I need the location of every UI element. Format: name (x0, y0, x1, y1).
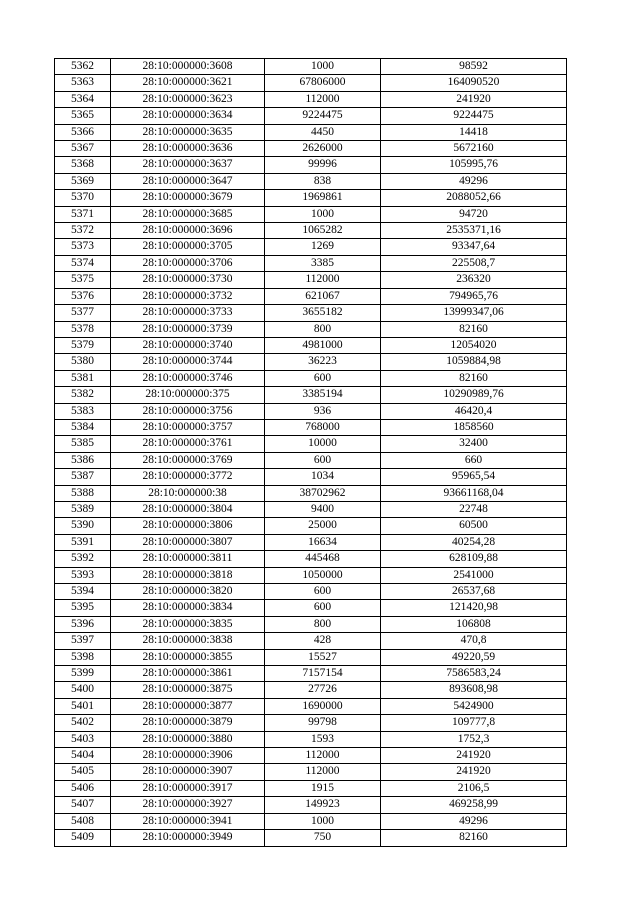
value-cell: 32400 (381, 436, 567, 452)
area-cell: 99996 (265, 157, 381, 173)
value-cell: 225508,7 (381, 255, 567, 271)
value-cell: 1752,3 (381, 731, 567, 747)
value-cell: 5424900 (381, 698, 567, 714)
area-cell: 112000 (265, 272, 381, 288)
value-cell: 95965,54 (381, 469, 567, 485)
table-row (55, 206, 567, 222)
value-cell: 164090520 (381, 75, 567, 91)
area-cell: 600 (265, 370, 381, 386)
cadastral-number-cell: 28:10:000000:3917 (111, 780, 265, 796)
cadastral-number-cell: 28:10:000000:3879 (111, 715, 265, 731)
table-row (55, 255, 567, 271)
row-number-cell: 5406 (55, 780, 111, 796)
cadastral-number-cell: 28:10:000000:3732 (111, 288, 265, 304)
area-cell: 1050000 (265, 567, 381, 583)
value-cell: 13999347,06 (381, 305, 567, 321)
cadastral-number-cell: 28:10:000000:3761 (111, 436, 265, 452)
area-cell: 750 (265, 830, 381, 846)
value-cell: 14418 (381, 124, 567, 140)
row-number-cell: 5385 (55, 436, 111, 452)
table-row (55, 108, 567, 124)
area-cell: 1690000 (265, 698, 381, 714)
row-number-cell: 5399 (55, 666, 111, 682)
table-row (55, 633, 567, 649)
row-number-cell: 5397 (55, 633, 111, 649)
value-cell: 93347,64 (381, 239, 567, 255)
cadastral-number-cell: 28:10:000000:3706 (111, 255, 265, 271)
cadastral-number-cell: 28:10:000000:3811 (111, 551, 265, 567)
table-row (55, 551, 567, 567)
table-row (55, 518, 567, 534)
cadastral-number-cell: 28:10:000000:3834 (111, 600, 265, 616)
table-row (55, 748, 567, 764)
cadastral-number-cell: 28:10:000000:3744 (111, 354, 265, 370)
cadastral-number-cell: 28:10:000000:3647 (111, 173, 265, 189)
cadastral-number-cell: 28:10:000000:3739 (111, 321, 265, 337)
cadastral-number-cell: 28:10:000000:3880 (111, 731, 265, 747)
table-row (55, 830, 567, 846)
cadastral-number-cell: 28:10:000000:3804 (111, 501, 265, 517)
cadastral-number-cell: 28:10:000000:3906 (111, 748, 265, 764)
row-number-cell: 5407 (55, 797, 111, 813)
table-row (55, 288, 567, 304)
table-row (55, 272, 567, 288)
value-cell: 49296 (381, 173, 567, 189)
row-number-cell: 5396 (55, 616, 111, 632)
value-cell: 2535371,16 (381, 223, 567, 239)
cadastral-number-cell: 28:10:000000:3685 (111, 206, 265, 222)
table-row (55, 387, 567, 403)
cadastral-number-cell: 28:10:000000:3621 (111, 75, 265, 91)
area-cell: 67806000 (265, 75, 381, 91)
table-row (55, 534, 567, 550)
area-cell: 4450 (265, 124, 381, 140)
cadastral-number-cell: 28:10:000000:3835 (111, 616, 265, 632)
area-cell: 4981000 (265, 337, 381, 353)
area-cell: 838 (265, 173, 381, 189)
cadastral-number-cell: 28:10:000000:3756 (111, 403, 265, 419)
area-cell: 1969861 (265, 190, 381, 206)
value-cell: 1059884,98 (381, 354, 567, 370)
area-cell: 428 (265, 633, 381, 649)
area-cell: 1034 (265, 469, 381, 485)
area-cell: 27726 (265, 682, 381, 698)
area-cell: 112000 (265, 748, 381, 764)
value-cell: 49296 (381, 813, 567, 829)
value-cell: 82160 (381, 830, 567, 846)
value-cell: 10290989,76 (381, 387, 567, 403)
row-number-cell: 5409 (55, 830, 111, 846)
cadastral-number-cell: 28:10:000000:3636 (111, 141, 265, 157)
value-cell: 40254,28 (381, 534, 567, 550)
row-number-cell: 5378 (55, 321, 111, 337)
table-row (55, 173, 567, 189)
table-row (55, 649, 567, 665)
cadastral-number-cell: 28:10:000000:3634 (111, 108, 265, 124)
value-cell: 7586583,24 (381, 666, 567, 682)
area-cell: 1000 (265, 813, 381, 829)
row-number-cell: 5408 (55, 813, 111, 829)
value-cell: 106808 (381, 616, 567, 632)
row-number-cell: 5379 (55, 337, 111, 353)
cadastral-number-cell: 28:10:000000:38 (111, 485, 265, 501)
cadastral-number-cell: 28:10:000000:3696 (111, 223, 265, 239)
area-cell: 99798 (265, 715, 381, 731)
area-cell: 9400 (265, 501, 381, 517)
row-number-cell: 5372 (55, 223, 111, 239)
area-cell: 3385194 (265, 387, 381, 403)
table-row (55, 75, 567, 91)
value-cell: 12054020 (381, 337, 567, 353)
value-cell: 121420,98 (381, 600, 567, 616)
table-row (55, 354, 567, 370)
cadastral-number-cell: 28:10:000000:3949 (111, 830, 265, 846)
row-number-cell: 5381 (55, 370, 111, 386)
table-row (55, 321, 567, 337)
row-number-cell: 5390 (55, 518, 111, 534)
row-number-cell: 5402 (55, 715, 111, 731)
data-table (54, 58, 567, 847)
table-row (55, 666, 567, 682)
table-row (55, 370, 567, 386)
area-cell: 936 (265, 403, 381, 419)
value-cell: 660 (381, 452, 567, 468)
row-number-cell: 5403 (55, 731, 111, 747)
cadastral-number-cell: 28:10:000000:3637 (111, 157, 265, 173)
cadastral-number-cell: 28:10:000000:3772 (111, 469, 265, 485)
row-number-cell: 5363 (55, 75, 111, 91)
table-row (55, 780, 567, 796)
table-row (55, 616, 567, 632)
row-number-cell: 5393 (55, 567, 111, 583)
area-cell: 38702962 (265, 485, 381, 501)
area-cell: 3385 (265, 255, 381, 271)
area-cell: 149923 (265, 797, 381, 813)
row-number-cell: 5367 (55, 141, 111, 157)
area-cell: 800 (265, 321, 381, 337)
table-row (55, 813, 567, 829)
row-number-cell: 5404 (55, 748, 111, 764)
table-row (55, 59, 567, 75)
area-cell: 1269 (265, 239, 381, 255)
row-number-cell: 5364 (55, 91, 111, 107)
cadastral-number-cell: 28:10:000000:3740 (111, 337, 265, 353)
area-cell: 112000 (265, 91, 381, 107)
row-number-cell: 5388 (55, 485, 111, 501)
row-number-cell: 5371 (55, 206, 111, 222)
cadastral-number-cell: 28:10:000000:3875 (111, 682, 265, 698)
table-row (55, 141, 567, 157)
value-cell: 2106,5 (381, 780, 567, 796)
area-cell: 7157154 (265, 666, 381, 682)
row-number-cell: 5383 (55, 403, 111, 419)
row-number-cell: 5382 (55, 387, 111, 403)
area-cell: 1593 (265, 731, 381, 747)
row-number-cell: 5365 (55, 108, 111, 124)
area-cell: 600 (265, 600, 381, 616)
table-row (55, 469, 567, 485)
row-number-cell: 5395 (55, 600, 111, 616)
area-cell: 15527 (265, 649, 381, 665)
row-number-cell: 5369 (55, 173, 111, 189)
row-number-cell: 5373 (55, 239, 111, 255)
area-cell: 445468 (265, 551, 381, 567)
value-cell: 794965,76 (381, 288, 567, 304)
row-number-cell: 5394 (55, 584, 111, 600)
cadastral-number-cell: 28:10:000000:3855 (111, 649, 265, 665)
cadastral-number-cell: 28:10:000000:3861 (111, 666, 265, 682)
table-row (55, 452, 567, 468)
cadastral-number-cell: 28:10:000000:3733 (111, 305, 265, 321)
row-number-cell: 5362 (55, 59, 111, 75)
row-number-cell: 5389 (55, 501, 111, 517)
cadastral-number-cell: 28:10:000000:3820 (111, 584, 265, 600)
row-number-cell: 5368 (55, 157, 111, 173)
value-cell: 98592 (381, 59, 567, 75)
table-row (55, 223, 567, 239)
value-cell: 60500 (381, 518, 567, 534)
table-row (55, 715, 567, 731)
value-cell: 9224475 (381, 108, 567, 124)
cadastral-number-cell: 28:10:000000:3635 (111, 124, 265, 140)
row-number-cell: 5398 (55, 649, 111, 665)
cadastral-number-cell: 28:10:000000:3927 (111, 797, 265, 813)
cadastral-number-cell: 28:10:000000:3623 (111, 91, 265, 107)
table-row (55, 764, 567, 780)
cadastral-number-cell: 28:10:000000:3757 (111, 419, 265, 435)
area-cell: 600 (265, 584, 381, 600)
row-number-cell: 5405 (55, 764, 111, 780)
area-cell: 16634 (265, 534, 381, 550)
value-cell: 2088052,66 (381, 190, 567, 206)
value-cell: 5672160 (381, 141, 567, 157)
table-row (55, 600, 567, 616)
cadastral-number-cell: 28:10:000000:3806 (111, 518, 265, 534)
value-cell: 241920 (381, 764, 567, 780)
row-number-cell: 5391 (55, 534, 111, 550)
value-cell: 893608,98 (381, 682, 567, 698)
value-cell: 105995,76 (381, 157, 567, 173)
cadastral-number-cell: 28:10:000000:3807 (111, 534, 265, 550)
value-cell: 628109,88 (381, 551, 567, 567)
cadastral-number-cell: 28:10:000000:3818 (111, 567, 265, 583)
value-cell: 1858560 (381, 419, 567, 435)
table-row (55, 797, 567, 813)
row-number-cell: 5392 (55, 551, 111, 567)
cadastral-number-cell: 28:10:000000:3679 (111, 190, 265, 206)
area-cell: 9224475 (265, 108, 381, 124)
table-row (55, 731, 567, 747)
value-cell: 469258,99 (381, 797, 567, 813)
row-number-cell: 5387 (55, 469, 111, 485)
table-row (55, 91, 567, 107)
value-cell: 22748 (381, 501, 567, 517)
value-cell: 236320 (381, 272, 567, 288)
area-cell: 621067 (265, 288, 381, 304)
value-cell: 241920 (381, 748, 567, 764)
area-cell: 1000 (265, 59, 381, 75)
table-row (55, 682, 567, 698)
value-cell: 46420,4 (381, 403, 567, 419)
cadastral-number-cell: 28:10:000000:3608 (111, 59, 265, 75)
value-cell: 109777,8 (381, 715, 567, 731)
table-row (55, 239, 567, 255)
cadastral-number-cell: 28:10:000000:3877 (111, 698, 265, 714)
value-cell: 26537,68 (381, 584, 567, 600)
area-cell: 2626000 (265, 141, 381, 157)
row-number-cell: 5384 (55, 419, 111, 435)
table-row (55, 337, 567, 353)
value-cell: 94720 (381, 206, 567, 222)
area-cell: 10000 (265, 436, 381, 452)
table-body (55, 59, 567, 847)
row-number-cell: 5380 (55, 354, 111, 370)
cadastral-number-cell: 28:10:000000:3838 (111, 633, 265, 649)
cadastral-number-cell: 28:10:000000:375 (111, 387, 265, 403)
row-number-cell: 5376 (55, 288, 111, 304)
row-number-cell: 5401 (55, 698, 111, 714)
row-number-cell: 5386 (55, 452, 111, 468)
value-cell: 49220,59 (381, 649, 567, 665)
table-row (55, 698, 567, 714)
area-cell: 36223 (265, 354, 381, 370)
value-cell: 241920 (381, 91, 567, 107)
table-row (55, 567, 567, 583)
row-number-cell: 5366 (55, 124, 111, 140)
row-number-cell: 5377 (55, 305, 111, 321)
table-row (55, 403, 567, 419)
table-row (55, 501, 567, 517)
cadastral-number-cell: 28:10:000000:3907 (111, 764, 265, 780)
area-cell: 600 (265, 452, 381, 468)
area-cell: 25000 (265, 518, 381, 534)
value-cell: 2541000 (381, 567, 567, 583)
table-row (55, 190, 567, 206)
value-cell: 82160 (381, 370, 567, 386)
value-cell: 82160 (381, 321, 567, 337)
value-cell: 470,8 (381, 633, 567, 649)
table-row (55, 157, 567, 173)
area-cell: 112000 (265, 764, 381, 780)
area-cell: 1000 (265, 206, 381, 222)
table-row (55, 419, 567, 435)
cadastral-number-cell: 28:10:000000:3730 (111, 272, 265, 288)
area-cell: 3655182 (265, 305, 381, 321)
row-number-cell: 5375 (55, 272, 111, 288)
table-row (55, 305, 567, 321)
row-number-cell: 5370 (55, 190, 111, 206)
table-row (55, 124, 567, 140)
cadastral-number-cell: 28:10:000000:3746 (111, 370, 265, 386)
area-cell: 1915 (265, 780, 381, 796)
table-row (55, 485, 567, 501)
cadastral-number-cell: 28:10:000000:3769 (111, 452, 265, 468)
area-cell: 768000 (265, 419, 381, 435)
area-cell: 1065282 (265, 223, 381, 239)
table-row (55, 436, 567, 452)
value-cell: 93661168,04 (381, 485, 567, 501)
row-number-cell: 5374 (55, 255, 111, 271)
cadastral-number-cell: 28:10:000000:3705 (111, 239, 265, 255)
table-row (55, 584, 567, 600)
area-cell: 800 (265, 616, 381, 632)
row-number-cell: 5400 (55, 682, 111, 698)
cadastral-number-cell: 28:10:000000:3941 (111, 813, 265, 829)
